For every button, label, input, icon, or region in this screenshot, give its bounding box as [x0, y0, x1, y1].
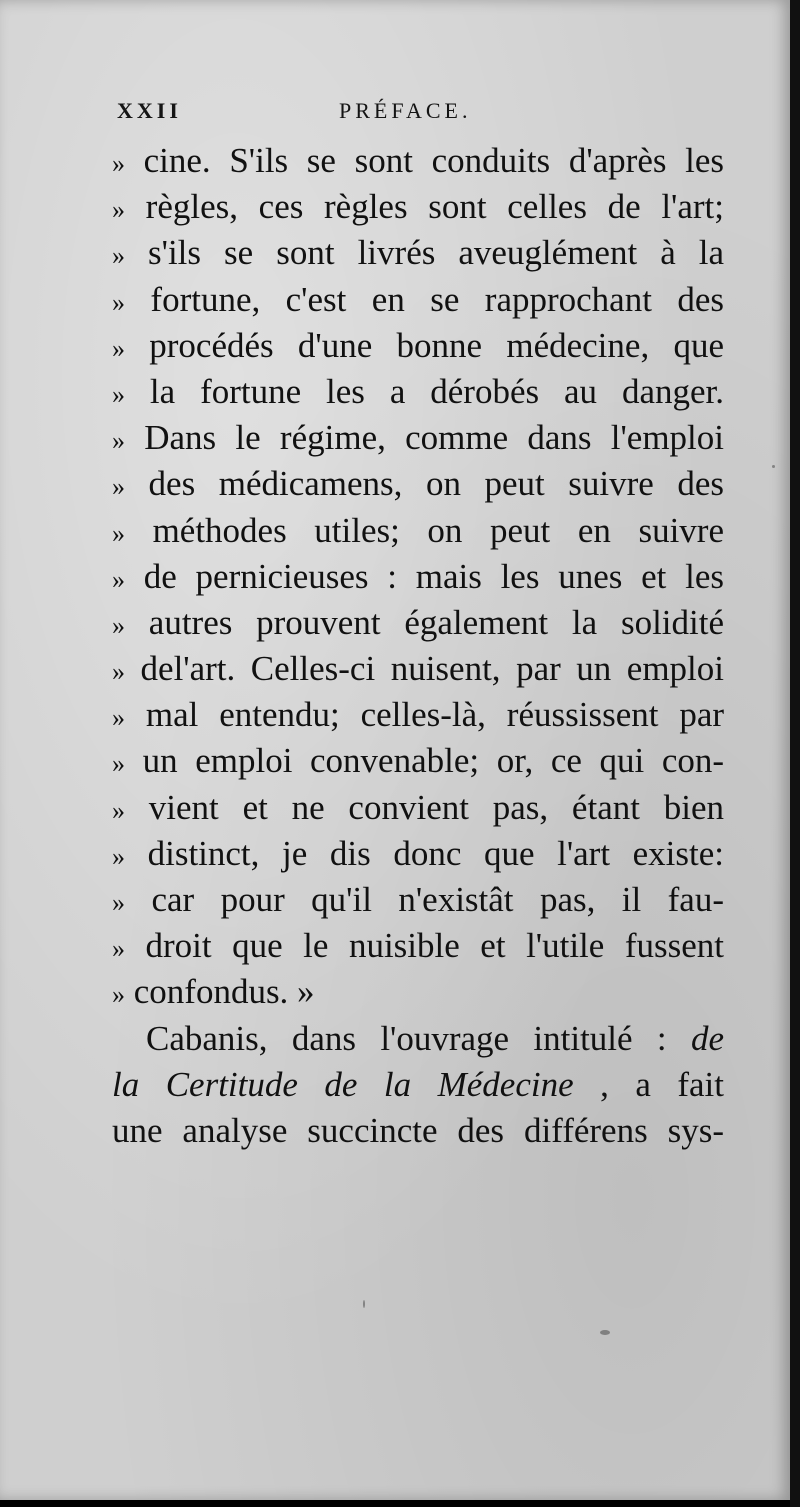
text-line: [112, 923, 724, 969]
line-text: car pour qu'il n'existât pas, il fau-: [151, 880, 724, 919]
line-text: Cabanis, dans l'ouvrage intitulé :: [146, 1018, 667, 1058]
line-text: la fortune les a dérobés au danger.: [149, 371, 724, 411]
line-text: del'art. Celles-ci nuisent, par un emploi: [140, 649, 724, 689]
paper-speck: [772, 465, 775, 468]
line-text: , a fait: [600, 1064, 724, 1104]
quote-mark: »: [112, 472, 125, 502]
paragraph-line: [112, 1062, 724, 1108]
body-text: [112, 138, 724, 1154]
page-edge: [790, 0, 800, 1507]
line-text: un emploi convenable; or, ce qui con-: [142, 741, 725, 781]
line-text: cine. S'ils se sont conduits d'après les: [143, 141, 724, 180]
text-line: [112, 554, 724, 600]
quote-mark: »: [112, 795, 125, 825]
line-text: s'ils se sont livrés aveuglément à la: [148, 233, 725, 273]
paper-speck: [363, 1300, 365, 1308]
text-line: [112, 877, 724, 923]
line-text: fortune, c'est en se rapprochant des: [150, 279, 725, 319]
paper-speck: [600, 1330, 610, 1335]
quote-mark: »: [112, 980, 125, 1010]
page-number: XXII: [117, 98, 182, 123]
paragraph-line: [112, 1016, 724, 1062]
italic-title: de: [690, 1018, 724, 1058]
quote-mark: »: [112, 564, 125, 594]
italic-title: la Certitude de la Médecine: [112, 1064, 574, 1104]
line-text: autres prouvent également la solidité: [148, 602, 724, 642]
running-title: PRÉFACE.: [339, 98, 472, 123]
line-text: de pernicieuses : mais les unes et les: [143, 556, 724, 596]
line-text: vient et ne convient pas, étant bien: [148, 787, 725, 827]
text-line: [112, 738, 724, 784]
line-text: mal entendu; celles-là, réussissent par: [145, 695, 725, 735]
line-text: des médicamens, on peut suivre des: [148, 464, 725, 504]
quote-mark: »: [112, 934, 125, 964]
line-text: une analyse succincte des différens sys-: [112, 1110, 724, 1150]
text-line: [112, 369, 724, 415]
text-line: [112, 230, 724, 276]
line-text: méthodes utiles; on peut en suivre: [152, 510, 724, 550]
quote-mark: »: [112, 518, 125, 548]
text-line: [112, 184, 724, 230]
quote-mark: »: [112, 149, 125, 178]
quote-mark: »: [112, 657, 125, 687]
quote-mark: »: [112, 703, 125, 733]
text-line: [112, 692, 724, 738]
line-text: règles, ces règles sont celles de l'art;: [145, 187, 724, 227]
quote-mark: »: [112, 749, 125, 779]
line-text: Dans le régime, comme dans l'emploi: [144, 418, 724, 458]
text-line: [112, 785, 724, 831]
quote-mark: »: [112, 379, 125, 409]
quote-mark: »: [112, 426, 125, 456]
line-text: droit que le nuisible et l'utile fussent: [145, 926, 724, 966]
text-line: [112, 600, 724, 646]
text-line: [112, 138, 724, 184]
text-line: [112, 969, 724, 1015]
quote-mark: »: [112, 241, 125, 271]
text-line: [112, 323, 724, 369]
quote-mark: »: [112, 333, 125, 363]
paragraph-line: [112, 1108, 724, 1154]
line-text: procédés d'une bonne médecine, que: [149, 325, 724, 365]
text-line: [112, 646, 724, 692]
text-line: [112, 508, 724, 554]
quote-mark: »: [112, 195, 125, 225]
line-text: confondus. »: [133, 972, 315, 1012]
quote-mark: »: [112, 841, 125, 871]
line-text: distinct, je dis donc que l'art existe:: [147, 833, 725, 873]
text-line: [112, 415, 724, 461]
page-header: [117, 98, 617, 128]
text-line: [112, 277, 724, 323]
quote-mark: »: [112, 610, 125, 640]
text-line: [112, 461, 724, 507]
quote-mark: »: [112, 888, 125, 917]
text-line: [112, 831, 724, 877]
quote-mark: »: [112, 287, 125, 317]
